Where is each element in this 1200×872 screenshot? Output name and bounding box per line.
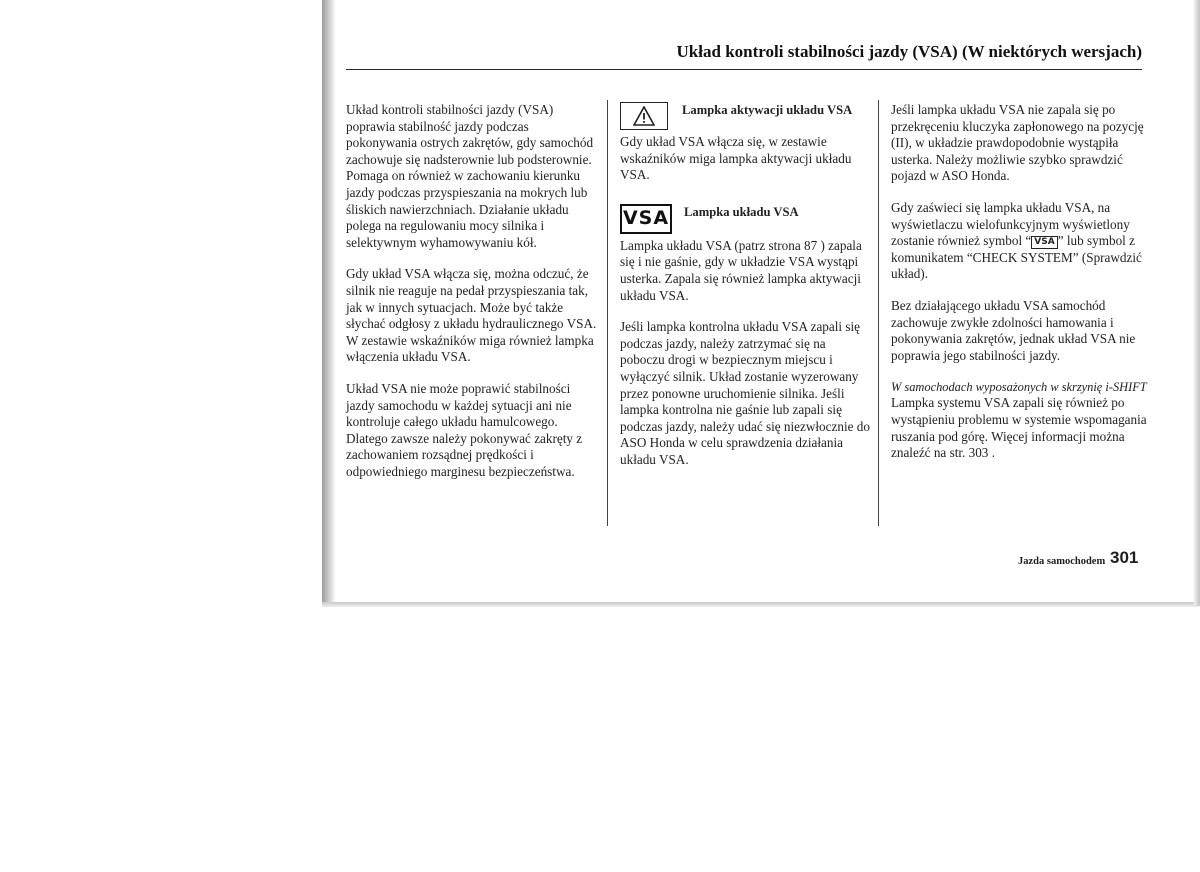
page-right-edge xyxy=(1194,0,1200,606)
page-gutter-shadow xyxy=(322,0,336,604)
vsa-lamp-heading xyxy=(620,204,872,234)
column-divider-2 xyxy=(878,100,879,526)
activation-lamp-text: Gdy układ VSA włącza się, w zestawie wskaźników miga lampka aktywacji układu VSA. xyxy=(620,134,852,183)
vsa-lamp-title: Lampka układu VSA xyxy=(684,204,799,219)
activation-lamp-title: Lampka aktywacji układu VSA xyxy=(682,103,853,117)
display-text-end: ” lub symbol z komunikatem “CHECK SYSTEM” (Sprawdzić układ). xyxy=(891,233,1142,282)
display-text-start: Gdy zaświeci się lampka układu VSA, na wyświetlaczu wielofunkcyjnym wyświetlony zostanie również symbol “ xyxy=(891,199,1130,249)
vsa-indicator-icon: VSA xyxy=(620,204,672,234)
display-paragraph xyxy=(891,200,1149,283)
warning-triangle-icon xyxy=(620,102,668,130)
page-bottom-edge xyxy=(322,602,1198,607)
column-lamps xyxy=(620,102,872,484)
activation-paragraph: Gdy układ VSA włącza się, można odczuć, że silnik nie reaguje na pedał przyspieszania tak, jak w innych sytuacjach. Może być także słychać odgłosy z układu hydraulicznego VSA. W zestawie wskaźników miga również lampka włączenia układu VSA. xyxy=(346,266,597,365)
page-number: 301 xyxy=(1110,548,1139,567)
ignition-paragraph: Jeśli lampka układu VSA nie zapala się po przekręceniu kluczyka zapłonowego na pozycję (II), w układzie prawdopodobnie wystąpiła usterka. Należy możliwie szybko sprawdzić pojazd w ASO Honda. xyxy=(891,102,1144,184)
page-title: Układ kontroli stabilności jazdy (VSA) (W niektórych wersjach) xyxy=(676,42,1142,61)
hill-assist-paragraph: Lampka systemu VSA zapali się również po wystąpieniu problemu w systemie wspomagania ruszania pod górę. Więcej informacji można znaleźć na str. 303 . xyxy=(891,395,1147,461)
column-intro xyxy=(346,102,598,495)
column-divider-1 xyxy=(607,100,608,526)
vsa-lamp-warning-text: Jeśli lampka kontrolna układu VSA zapali się podczas jazdy, należy zatrzymać się na poboczu drogi w bezpiecznym miejscu i wyłączyć silnik. Układ zostanie wyzerowany przez ponowne uruchomienie silnika. Jeśli lampka kontrolna nie gaśnie lub zapali się podczas jazdy, należy udać się niezwłocznie do ASO Honda w celu sprawdzenia działania układu VSA. xyxy=(620,319,870,467)
limitation-paragraph: Układ VSA nie może poprawić stabilności jazdy samochodu w każdej sytuacji ani nie kontroluje całego układu hamulcowego. Dlatego zawsze należy pokonywać zakręty z zachowaniem rozsądnej prędkości i odpowiedniego marginesu bezpieczeństwa. xyxy=(346,380,583,479)
vsa-symbol-icon: VSA xyxy=(1031,236,1057,249)
vsa-lamp-text: Lampka układu VSA (patrz strona 87 ) zapala się i nie gaśnie, gdy w układzie VSA wystąpi usterka. Zapala się również lampka aktywacji układu VSA. xyxy=(620,237,862,303)
no-vsa-paragraph: Bez działającego układu VSA samochód zachowuje zwykłe zdolności hamowania i pokonywania zakrętów, jednak układ VSA nie poprawia jego stabilności jazdy. xyxy=(891,297,1136,363)
ishift-label: W samochodach wyposażonych w skrzynię i-SHIFT xyxy=(891,380,1147,395)
column-details xyxy=(891,102,1149,477)
activation-lamp-heading xyxy=(620,102,872,130)
footer-section-name: Jazda samochodem xyxy=(1018,556,1106,567)
title-divider xyxy=(346,69,1142,70)
intro-paragraph: Układ kontroli stabilności jazdy (VSA) poprawia stabilność jazdy podczas pokonywania ostrych zakrętów, gdy samochód zachowuje się nadsterownie lub podsterownie. Pomaga on również w zachowaniu kierunku jazdy podczas przyspieszania na mokrych lub śliskich nawierzchniach. Działanie układu polega na regulowaniu mocy silnika i selektywnym wyhamowywaniu kół. xyxy=(346,102,594,250)
